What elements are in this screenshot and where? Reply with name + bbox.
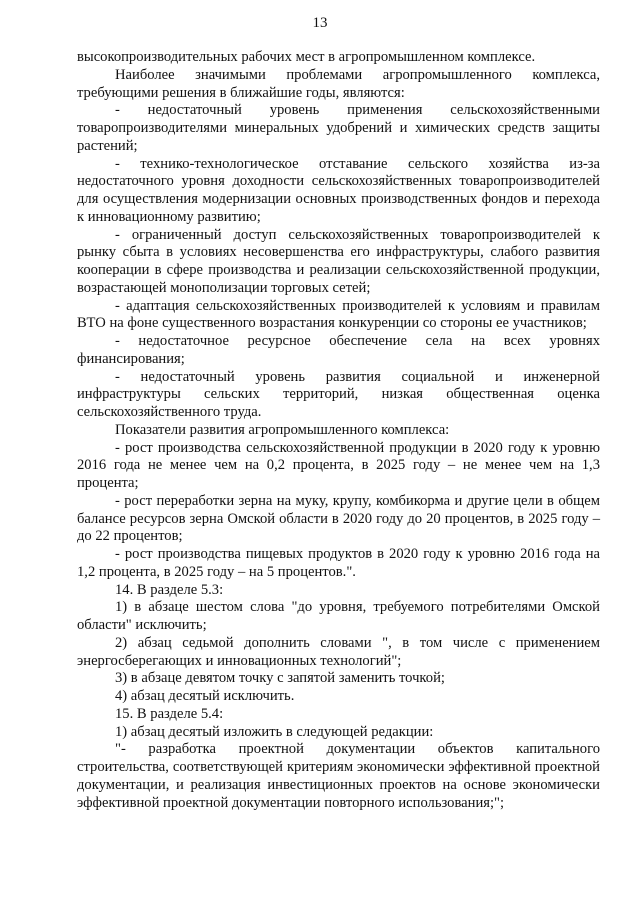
paragraph: Показатели развития агропромышленного комплекса: [115,421,450,438]
list-item: 4) абзац десятый исключить. [115,688,295,704]
section-heading: 14. В разделе 5.3: [115,581,224,598]
list-item: 3) в абзаце девятом точку с запятой заменить точкой; [115,670,445,687]
list-item: - технико-технологическое отставание сельского хозяйства из-за недостаточного уровня доходности сельскохозяйственных товаропроизводителей для осуществления модернизации основных производственных фондов и перехода к инновационному развитию; [77,155,600,225]
list-item: - ограниченный доступ сельскохозяйственных товаропроизводителей к рынку сбыта в условиях несовершенства его инфраструктуры, слабого развития кооперации в сфере производства и реализации сельскохозяйственной продукции, возрастающей монополизации торговых сетей; [77,226,600,296]
list-item: 1) абзац десятый изложить в следующей редакции: [115,723,434,740]
list-item: - рост переработки зерна на муку, крупу, комбикорма и другие цели в общем балансе ресурсов зерна Омской области в 2020 году до 20 процентов, в 2025 году – до 22 процентов; [77,492,600,545]
list-item: - недостаточное ресурсное обеспечение села на всех уровнях финансирования; [77,333,600,367]
list-item: - рост производства пищевых продуктов в 2020 году к уровню 2016 года на 1,2 процента, в 2025 году – на 5 процентов.". [77,546,600,580]
list-item: 1) в абзаце шестом слова "до уровня, требуемого потребителями Омской области" исключить; [77,599,600,633]
paragraph: Наиболее значимыми проблемами агропромышленного комплекса, требующими решения в ближайшие годы, являются: [77,66,600,101]
page-number: 13 [312,15,328,31]
list-item: 2) абзац седьмой дополнить словами ", в том числе с применением энергосберегающих и инновационных технологий"; [77,634,600,669]
list-item: "- разработка проектной документации объектов капитального строительства, соответствующей критериям экономически эффективной проектной документации, и реализация инвестиционных проектов на основе экономически эффективной проектной документации повторного использования;"; [77,741,600,811]
list-item: - адаптация сельскохозяйственных производителей к условиям и правилам ВТО на фоне существенного возрастания конкуренции со стороны ее участников; [77,297,600,332]
paragraph: высокопроизводительных рабочих мест в агропромышленном комплексе. [77,49,536,65]
list-item: - рост производства сельскохозяйственной продукции в 2020 году к уровню 2016 года не менее чем на 0,2 процента, в 2025 году – не менее чем на 1,3 процента; [77,439,600,491]
section-heading: 15. В разделе 5.4: [115,705,224,722]
list-item: - недостаточный уровень развития социальной и инженерной инфраструктуры сельских территорий, низкая общественная оценка сельскохозяйственного труда. [77,368,600,420]
list-item: - недостаточный уровень применения сельскохозяйственными товаропроизводителями минеральных удобрений и химических средств защиты растений; [77,102,600,154]
document-body [77,49,600,812]
